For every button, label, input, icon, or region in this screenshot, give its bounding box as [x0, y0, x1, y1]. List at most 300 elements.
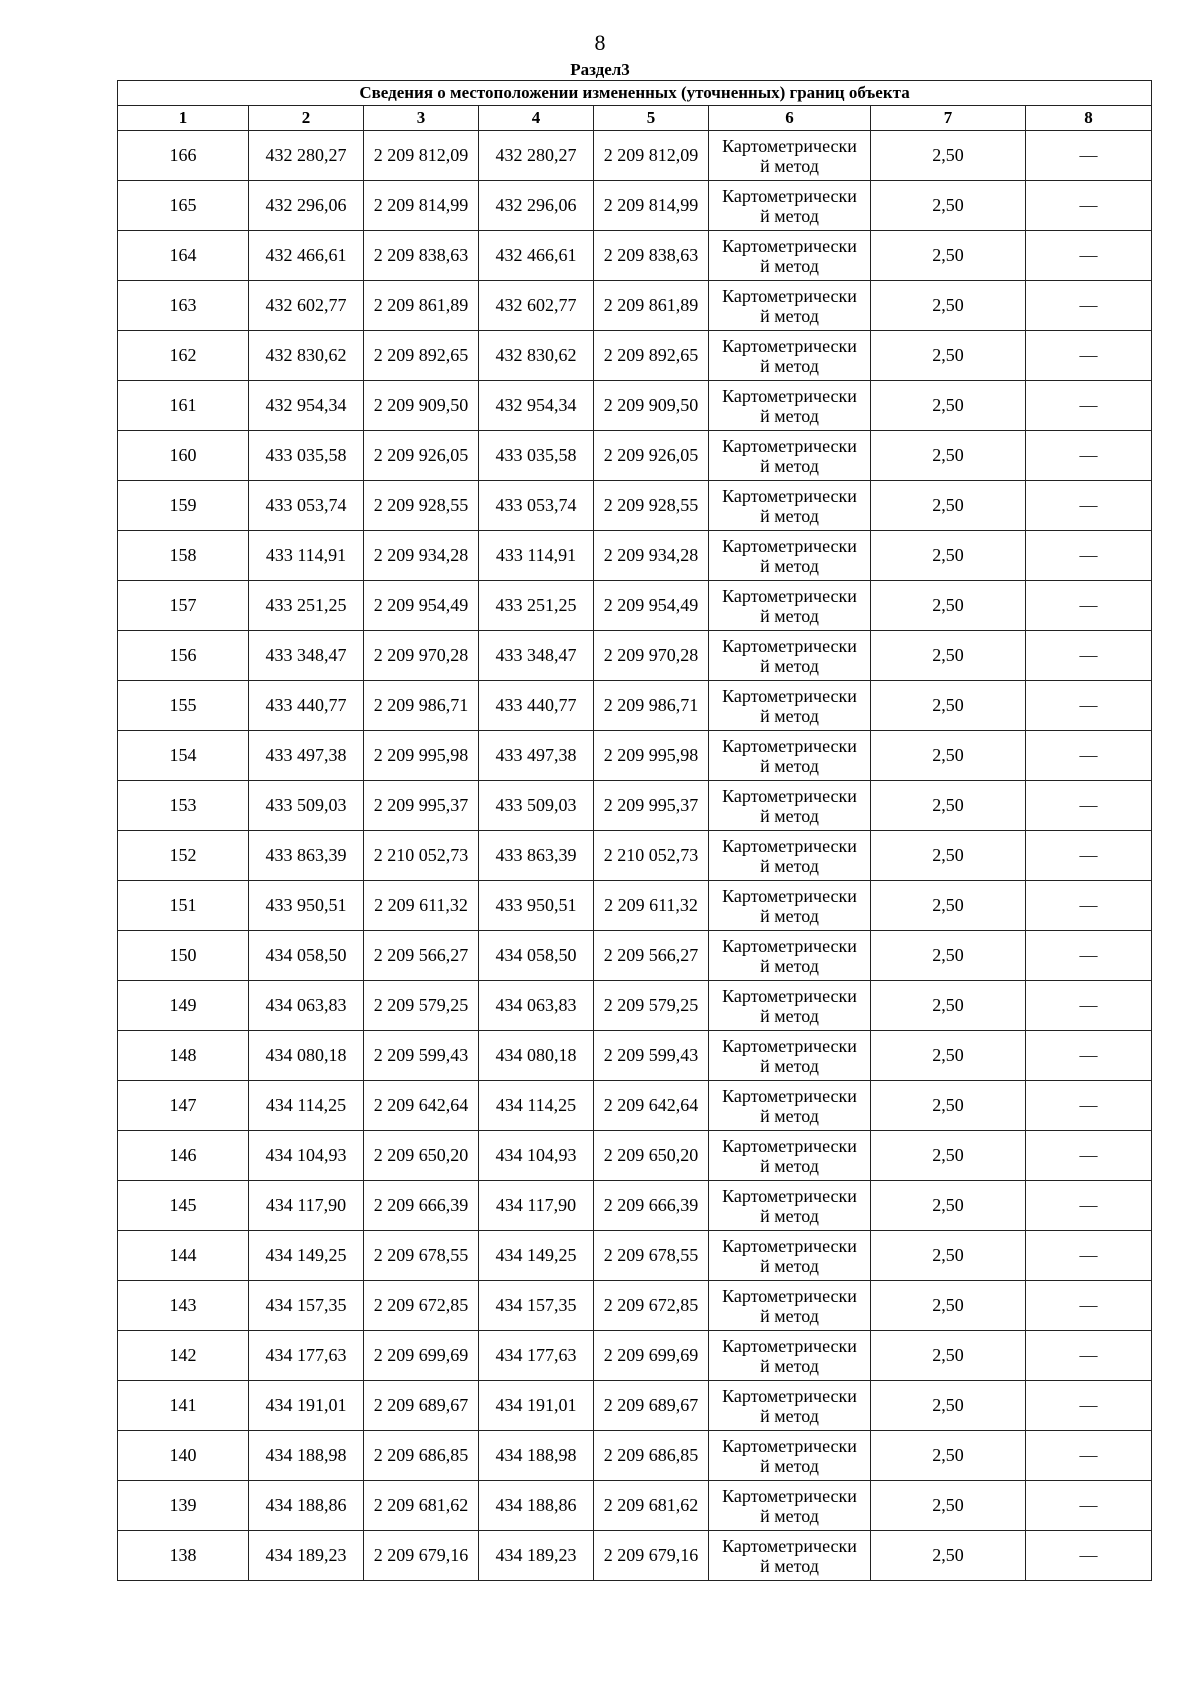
- point-number-cell: 148: [118, 1031, 249, 1081]
- method-cell: [709, 881, 871, 931]
- point-number-cell: 157: [118, 581, 249, 631]
- method-line: Картометрически: [722, 1085, 857, 1106]
- note-cell: —: [1026, 131, 1152, 181]
- x-coordinate-cell: 433 114,91: [479, 531, 594, 581]
- point-number-cell: 145: [118, 1181, 249, 1231]
- y-coordinate-cell: 2 209 909,50: [364, 381, 479, 431]
- note-cell: —: [1026, 681, 1152, 731]
- note-cell: —: [1026, 1481, 1152, 1531]
- x-coordinate-cell: 434 149,25: [249, 1231, 364, 1281]
- point-number-cell: 161: [118, 381, 249, 431]
- method-line: й метод: [760, 655, 819, 676]
- point-number-cell: 141: [118, 1381, 249, 1431]
- table-row: [118, 1331, 1152, 1381]
- method-line: й метод: [760, 155, 819, 176]
- x-coordinate-cell: 434 080,18: [249, 1031, 364, 1081]
- boundary-coordinates-table: [117, 80, 1152, 1581]
- x-coordinate-cell: 432 954,34: [249, 381, 364, 431]
- accuracy-cell: 2,50: [871, 981, 1026, 1031]
- x-coordinate-cell: 433 035,58: [249, 431, 364, 481]
- method-cell: [709, 1431, 871, 1481]
- x-coordinate-cell: 434 080,18: [479, 1031, 594, 1081]
- point-number-cell: 149: [118, 981, 249, 1031]
- method-line: й метод: [760, 1455, 819, 1476]
- note-cell: —: [1026, 181, 1152, 231]
- accuracy-cell: 2,50: [871, 1481, 1026, 1531]
- y-coordinate-cell: 2 209 679,16: [364, 1531, 479, 1581]
- y-coordinate-cell: 2 209 579,25: [594, 981, 709, 1031]
- y-coordinate-cell: 2 209 970,28: [364, 631, 479, 681]
- method-cell: [709, 581, 871, 631]
- x-coordinate-cell: 433 053,74: [479, 481, 594, 531]
- method-cell: [709, 731, 871, 781]
- method-line: Картометрически: [722, 1235, 857, 1256]
- method-line: Картометрически: [722, 185, 857, 206]
- table-row: [118, 831, 1152, 881]
- note-cell: —: [1026, 381, 1152, 431]
- method-line: й метод: [760, 755, 819, 776]
- column-number: 5: [594, 106, 709, 131]
- accuracy-cell: 2,50: [871, 531, 1026, 581]
- y-coordinate-cell: 2 209 686,85: [594, 1431, 709, 1481]
- note-cell: —: [1026, 531, 1152, 581]
- table-title: Сведения о местоположении измененных (уточненных) границ объекта: [118, 81, 1152, 106]
- method-line: Картометрически: [722, 1285, 857, 1306]
- method-line: Картометрически: [722, 135, 857, 156]
- x-coordinate-cell: 434 117,90: [479, 1181, 594, 1231]
- method-line: й метод: [760, 705, 819, 726]
- x-coordinate-cell: 432 830,62: [249, 331, 364, 381]
- table-row: [118, 931, 1152, 981]
- y-coordinate-cell: 2 209 926,05: [594, 431, 709, 481]
- method-cell: [709, 681, 871, 731]
- y-coordinate-cell: 2 209 934,28: [594, 531, 709, 581]
- y-coordinate-cell: 2 209 812,09: [594, 131, 709, 181]
- method-cell: [709, 1331, 871, 1381]
- x-coordinate-cell: 432 296,06: [249, 181, 364, 231]
- x-coordinate-cell: 434 063,83: [249, 981, 364, 1031]
- point-number-cell: 166: [118, 131, 249, 181]
- x-coordinate-cell: 433 251,25: [479, 581, 594, 631]
- column-number: 1: [118, 106, 249, 131]
- method-line: Картометрически: [722, 785, 857, 806]
- y-coordinate-cell: 2 209 679,16: [594, 1531, 709, 1581]
- method-cell: [709, 631, 871, 681]
- y-coordinate-cell: 2 209 650,20: [364, 1131, 479, 1181]
- method-line: й метод: [760, 1255, 819, 1276]
- table-row: [118, 1531, 1152, 1581]
- method-line: й метод: [760, 405, 819, 426]
- note-cell: —: [1026, 931, 1152, 981]
- accuracy-cell: 2,50: [871, 681, 1026, 731]
- method-line: Картометрически: [722, 685, 857, 706]
- method-cell: [709, 231, 871, 281]
- method-line: Картометрически: [722, 435, 857, 456]
- x-coordinate-cell: 432 296,06: [479, 181, 594, 231]
- accuracy-cell: 2,50: [871, 331, 1026, 381]
- method-line: й метод: [760, 905, 819, 926]
- method-cell: [709, 981, 871, 1031]
- table-row: [118, 681, 1152, 731]
- column-number: 2: [249, 106, 364, 131]
- method-line: й метод: [760, 455, 819, 476]
- note-cell: —: [1026, 981, 1152, 1031]
- accuracy-cell: 2,50: [871, 1531, 1026, 1581]
- method-cell: [709, 931, 871, 981]
- y-coordinate-cell: 2 209 611,32: [594, 881, 709, 931]
- method-line: Картометрически: [722, 1485, 857, 1506]
- accuracy-cell: 2,50: [871, 231, 1026, 281]
- y-coordinate-cell: 2 209 892,65: [364, 331, 479, 381]
- x-coordinate-cell: 433 348,47: [479, 631, 594, 681]
- method-line: й метод: [760, 1105, 819, 1126]
- y-coordinate-cell: 2 209 954,49: [594, 581, 709, 631]
- table-row: [118, 781, 1152, 831]
- note-cell: —: [1026, 281, 1152, 331]
- accuracy-cell: 2,50: [871, 381, 1026, 431]
- x-coordinate-cell: 434 058,50: [249, 931, 364, 981]
- x-coordinate-cell: 434 149,25: [479, 1231, 594, 1281]
- accuracy-cell: 2,50: [871, 931, 1026, 981]
- accuracy-cell: 2,50: [871, 881, 1026, 931]
- table-row: [118, 1481, 1152, 1531]
- method-cell: [709, 1181, 871, 1231]
- method-line: Картометрически: [722, 985, 857, 1006]
- table-row: [118, 131, 1152, 181]
- method-line: Картометрически: [722, 735, 857, 756]
- point-number-cell: 152: [118, 831, 249, 881]
- accuracy-cell: 2,50: [871, 431, 1026, 481]
- method-line: й метод: [760, 505, 819, 526]
- method-line: Картометрически: [722, 335, 857, 356]
- point-number-cell: 139: [118, 1481, 249, 1531]
- method-cell: [709, 331, 871, 381]
- note-cell: —: [1026, 1181, 1152, 1231]
- note-cell: —: [1026, 631, 1152, 681]
- section-label: Раздел3: [570, 60, 630, 79]
- accuracy-cell: 2,50: [871, 581, 1026, 631]
- accuracy-cell: 2,50: [871, 1331, 1026, 1381]
- method-line: Картометрически: [722, 935, 857, 956]
- point-number-cell: 156: [118, 631, 249, 681]
- table-row: [118, 1181, 1152, 1231]
- column-number: 3: [364, 106, 479, 131]
- note-cell: —: [1026, 1431, 1152, 1481]
- method-line: Картометрически: [722, 535, 857, 556]
- x-coordinate-cell: 432 280,27: [249, 131, 364, 181]
- note-cell: —: [1026, 781, 1152, 831]
- method-line: Картометрически: [722, 1135, 857, 1156]
- method-cell: [709, 1081, 871, 1131]
- y-coordinate-cell: 2 209 995,37: [594, 781, 709, 831]
- method-cell: [709, 181, 871, 231]
- accuracy-cell: 2,50: [871, 1181, 1026, 1231]
- point-number-cell: 153: [118, 781, 249, 831]
- y-coordinate-cell: 2 209 812,09: [364, 131, 479, 181]
- table-row: [118, 231, 1152, 281]
- y-coordinate-cell: 2 209 642,64: [364, 1081, 479, 1131]
- accuracy-cell: 2,50: [871, 131, 1026, 181]
- method-cell: [709, 1031, 871, 1081]
- y-coordinate-cell: 2 209 689,67: [594, 1381, 709, 1431]
- method-cell: [709, 1281, 871, 1331]
- x-coordinate-cell: 433 497,38: [479, 731, 594, 781]
- point-number-cell: 159: [118, 481, 249, 531]
- column-number-row: [118, 106, 1152, 131]
- method-line: й метод: [760, 1355, 819, 1376]
- y-coordinate-cell: 2 209 689,67: [364, 1381, 479, 1431]
- x-coordinate-cell: 433 251,25: [249, 581, 364, 631]
- column-number: 4: [479, 106, 594, 131]
- x-coordinate-cell: 433 348,47: [249, 631, 364, 681]
- method-cell: [709, 531, 871, 581]
- note-cell: —: [1026, 481, 1152, 531]
- x-coordinate-cell: 434 104,93: [479, 1131, 594, 1181]
- x-coordinate-cell: 434 063,83: [479, 981, 594, 1031]
- y-coordinate-cell: 2 209 814,99: [594, 181, 709, 231]
- method-cell: [709, 431, 871, 481]
- method-cell: [709, 781, 871, 831]
- table-row: [118, 981, 1152, 1031]
- x-coordinate-cell: 433 497,38: [249, 731, 364, 781]
- note-cell: —: [1026, 731, 1152, 781]
- method-line: й метод: [760, 1155, 819, 1176]
- table-row: [118, 331, 1152, 381]
- note-cell: —: [1026, 1081, 1152, 1131]
- table-row: [118, 531, 1152, 581]
- y-coordinate-cell: 2 209 838,63: [594, 231, 709, 281]
- point-number-cell: 154: [118, 731, 249, 781]
- method-line: Картометрически: [722, 1335, 857, 1356]
- method-line: й метод: [760, 255, 819, 276]
- y-coordinate-cell: 2 209 995,98: [364, 731, 479, 781]
- y-coordinate-cell: 2 209 892,65: [594, 331, 709, 381]
- note-cell: —: [1026, 831, 1152, 881]
- x-coordinate-cell: 433 114,91: [249, 531, 364, 581]
- accuracy-cell: 2,50: [871, 1031, 1026, 1081]
- note-cell: —: [1026, 1331, 1152, 1381]
- y-coordinate-cell: 2 209 995,37: [364, 781, 479, 831]
- accuracy-cell: 2,50: [871, 281, 1026, 331]
- method-cell: [709, 1381, 871, 1431]
- y-coordinate-cell: 2 209 928,55: [364, 481, 479, 531]
- table-row: [118, 1281, 1152, 1331]
- y-coordinate-cell: 2 209 928,55: [594, 481, 709, 531]
- x-coordinate-cell: 434 117,90: [249, 1181, 364, 1231]
- method-line: й метод: [760, 855, 819, 876]
- x-coordinate-cell: 434 191,01: [479, 1381, 594, 1431]
- table-body: [118, 131, 1152, 1581]
- point-number-cell: 146: [118, 1131, 249, 1181]
- x-coordinate-cell: 433 035,58: [479, 431, 594, 481]
- method-cell: [709, 481, 871, 531]
- method-line: й метод: [760, 1205, 819, 1226]
- y-coordinate-cell: 2 209 838,63: [364, 231, 479, 281]
- y-coordinate-cell: 2 209 986,71: [594, 681, 709, 731]
- y-coordinate-cell: 2 209 814,99: [364, 181, 479, 231]
- y-coordinate-cell: 2 209 566,27: [364, 931, 479, 981]
- x-coordinate-cell: 433 509,03: [249, 781, 364, 831]
- accuracy-cell: 2,50: [871, 1281, 1026, 1331]
- table-row: [118, 181, 1152, 231]
- accuracy-cell: 2,50: [871, 1131, 1026, 1181]
- point-number-cell: 151: [118, 881, 249, 931]
- table-row: [118, 631, 1152, 681]
- method-line: Картометрически: [722, 585, 857, 606]
- accuracy-cell: 2,50: [871, 181, 1026, 231]
- x-coordinate-cell: 434 177,63: [479, 1331, 594, 1381]
- method-line: й метод: [760, 1405, 819, 1426]
- point-number-cell: 140: [118, 1431, 249, 1481]
- x-coordinate-cell: 434 058,50: [479, 931, 594, 981]
- table-row: [118, 281, 1152, 331]
- point-number-cell: 138: [118, 1531, 249, 1581]
- method-line: Картометрически: [722, 285, 857, 306]
- page-number: 8: [594, 30, 606, 55]
- point-number-cell: 162: [118, 331, 249, 381]
- y-coordinate-cell: 2 209 678,55: [594, 1231, 709, 1281]
- y-coordinate-cell: 2 210 052,73: [364, 831, 479, 881]
- y-coordinate-cell: 2 209 699,69: [594, 1331, 709, 1381]
- method-line: й метод: [760, 955, 819, 976]
- table-row: [118, 1231, 1152, 1281]
- x-coordinate-cell: 433 950,51: [249, 881, 364, 931]
- note-cell: —: [1026, 1531, 1152, 1581]
- method-line: й метод: [760, 1555, 819, 1576]
- accuracy-cell: 2,50: [871, 831, 1026, 881]
- table-row: [118, 431, 1152, 481]
- y-coordinate-cell: 2 209 861,89: [364, 281, 479, 331]
- x-coordinate-cell: 434 188,86: [479, 1481, 594, 1531]
- method-line: Картометрически: [722, 1185, 857, 1206]
- x-coordinate-cell: 434 114,25: [249, 1081, 364, 1131]
- point-number-cell: 158: [118, 531, 249, 581]
- x-coordinate-cell: 434 177,63: [249, 1331, 364, 1381]
- note-cell: —: [1026, 1131, 1152, 1181]
- x-coordinate-cell: 433 053,74: [249, 481, 364, 531]
- y-coordinate-cell: 2 209 986,71: [364, 681, 479, 731]
- x-coordinate-cell: 433 509,03: [479, 781, 594, 831]
- y-coordinate-cell: 2 209 566,27: [594, 931, 709, 981]
- method-line: Картометрически: [722, 1385, 857, 1406]
- y-coordinate-cell: 2 209 579,25: [364, 981, 479, 1031]
- y-coordinate-cell: 2 209 672,85: [594, 1281, 709, 1331]
- accuracy-cell: 2,50: [871, 481, 1026, 531]
- point-number-cell: 147: [118, 1081, 249, 1131]
- x-coordinate-cell: 434 104,93: [249, 1131, 364, 1181]
- y-coordinate-cell: 2 209 681,62: [364, 1481, 479, 1531]
- column-number: 6: [709, 106, 871, 131]
- table-row: [118, 581, 1152, 631]
- accuracy-cell: 2,50: [871, 631, 1026, 681]
- x-coordinate-cell: 434 157,35: [479, 1281, 594, 1331]
- y-coordinate-cell: 2 209 681,62: [594, 1481, 709, 1531]
- x-coordinate-cell: 434 157,35: [249, 1281, 364, 1331]
- point-number-cell: 165: [118, 181, 249, 231]
- note-cell: —: [1026, 1281, 1152, 1331]
- method-cell: [709, 131, 871, 181]
- x-coordinate-cell: 432 602,77: [249, 281, 364, 331]
- method-cell: [709, 831, 871, 881]
- y-coordinate-cell: 2 209 611,32: [364, 881, 479, 931]
- x-coordinate-cell: 434 114,25: [479, 1081, 594, 1131]
- method-cell: [709, 1481, 871, 1531]
- y-coordinate-cell: 2 209 599,43: [594, 1031, 709, 1081]
- note-cell: —: [1026, 1381, 1152, 1431]
- accuracy-cell: 2,50: [871, 1081, 1026, 1131]
- y-coordinate-cell: 2 210 052,73: [594, 831, 709, 881]
- table-row: [118, 1081, 1152, 1131]
- method-line: й метод: [760, 555, 819, 576]
- y-coordinate-cell: 2 209 861,89: [594, 281, 709, 331]
- y-coordinate-cell: 2 209 686,85: [364, 1431, 479, 1481]
- y-coordinate-cell: 2 209 934,28: [364, 531, 479, 581]
- y-coordinate-cell: 2 209 995,98: [594, 731, 709, 781]
- table-row: [118, 731, 1152, 781]
- table-row: [118, 481, 1152, 531]
- column-number: 7: [871, 106, 1026, 131]
- note-cell: —: [1026, 581, 1152, 631]
- method-line: Картометрически: [722, 485, 857, 506]
- note-cell: —: [1026, 1031, 1152, 1081]
- y-coordinate-cell: 2 209 970,28: [594, 631, 709, 681]
- table-row: [118, 1431, 1152, 1481]
- y-coordinate-cell: 2 209 954,49: [364, 581, 479, 631]
- method-line: й метод: [760, 1305, 819, 1326]
- table-row: [118, 381, 1152, 431]
- point-number-cell: 160: [118, 431, 249, 481]
- accuracy-cell: 2,50: [871, 731, 1026, 781]
- table-row: [118, 1131, 1152, 1181]
- note-cell: —: [1026, 881, 1152, 931]
- note-cell: —: [1026, 431, 1152, 481]
- x-coordinate-cell: 434 189,23: [249, 1531, 364, 1581]
- point-number-cell: 164: [118, 231, 249, 281]
- y-coordinate-cell: 2 209 699,69: [364, 1331, 479, 1381]
- note-cell: —: [1026, 231, 1152, 281]
- method-line: Картометрически: [722, 1435, 857, 1456]
- method-line: й метод: [760, 1005, 819, 1026]
- x-coordinate-cell: 434 188,98: [249, 1431, 364, 1481]
- column-number: 8: [1026, 106, 1152, 131]
- table-row: [118, 1031, 1152, 1081]
- y-coordinate-cell: 2 209 666,39: [364, 1181, 479, 1231]
- note-cell: —: [1026, 331, 1152, 381]
- x-coordinate-cell: 433 950,51: [479, 881, 594, 931]
- method-cell: [709, 381, 871, 431]
- x-coordinate-cell: 432 830,62: [479, 331, 594, 381]
- method-cell: [709, 1131, 871, 1181]
- note-cell: —: [1026, 1231, 1152, 1281]
- method-cell: [709, 1231, 871, 1281]
- accuracy-cell: 2,50: [871, 781, 1026, 831]
- point-number-cell: 144: [118, 1231, 249, 1281]
- point-number-cell: 142: [118, 1331, 249, 1381]
- method-cell: [709, 281, 871, 331]
- method-line: Картометрически: [722, 1535, 857, 1556]
- y-coordinate-cell: 2 209 666,39: [594, 1181, 709, 1231]
- table-row: [118, 1381, 1152, 1431]
- method-line: й метод: [760, 355, 819, 376]
- method-line: Картометрически: [722, 885, 857, 906]
- y-coordinate-cell: 2 209 642,64: [594, 1081, 709, 1131]
- accuracy-cell: 2,50: [871, 1231, 1026, 1281]
- y-coordinate-cell: 2 209 678,55: [364, 1231, 479, 1281]
- x-coordinate-cell: 432 954,34: [479, 381, 594, 431]
- x-coordinate-cell: 432 602,77: [479, 281, 594, 331]
- method-cell: [709, 1531, 871, 1581]
- y-coordinate-cell: 2 209 672,85: [364, 1281, 479, 1331]
